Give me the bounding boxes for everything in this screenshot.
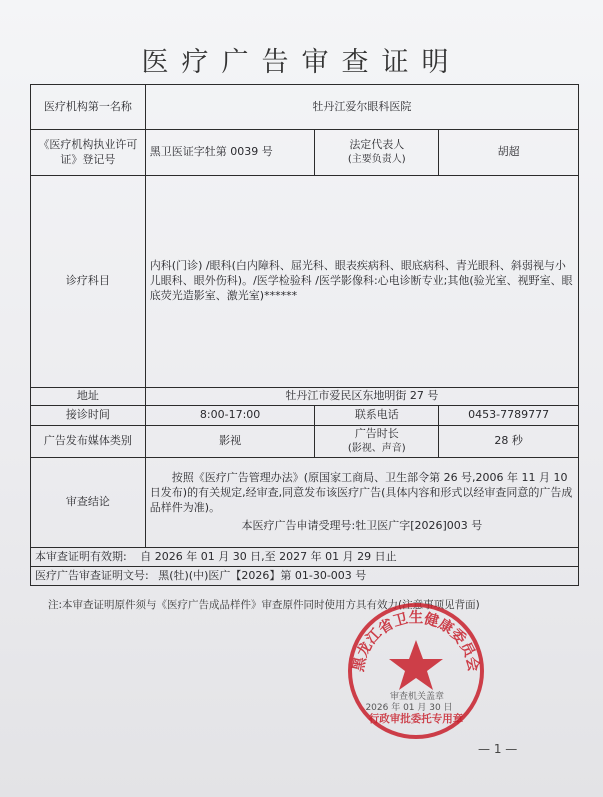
value-media: 影视 (145, 426, 315, 458)
application-number: 本医疗广告申请受理号:牡卫医广字[2026]003 号 (241, 518, 483, 532)
value-license-no: 黑卫医证字牡第 0039 号 (145, 130, 315, 176)
label-license-no: 《医疗机构执业许可证》登记号 (31, 130, 146, 176)
conclusion-text: 按照《医疗广告管理办法》(原国家工商局、卫生部令第 26 号,2006 年 11 月 10 日发布)的有关规定,经审查,同意发布该医疗广告(具体内容和形式以经审查同意的广告成品样件为准)。 (149, 471, 573, 514)
value-institution-name: 牡丹江爱尔眼科医院 (145, 85, 578, 130)
duration-title: 广告时长 (354, 427, 399, 441)
validity-row (31, 548, 579, 567)
label-phone: 联系电话 (315, 406, 439, 426)
label-conclusion: 审查结论 (31, 458, 146, 548)
value-duration: 28 秒 (439, 426, 579, 458)
value-phone: 0453-7789777 (439, 406, 579, 426)
label-media: 广告发布媒体类别 (31, 426, 146, 458)
label-cert-no: 医疗广告审查证明文号: (35, 568, 149, 582)
duration-subtitle: (影视、声音) (347, 443, 406, 455)
label-validity: 本审查证明有效期: (35, 549, 127, 563)
seal-text: 黑龙江省卫生健康委员会 (350, 610, 482, 674)
value-address: 牡丹江市爱民区东地明街 27 号 (145, 388, 578, 406)
label-duration (315, 426, 439, 458)
label-scope: 诊疗科目 (31, 176, 146, 388)
label-institution-name: 医疗机构第一名称 (31, 85, 146, 130)
value-scope: 内科(门诊) /眼科(白内障科、屈光科、眼表疾病科、眼底病科、青光眼科、斜弱视与小儿眼科、眼外伤科)。/医学检验科 /医学影像科:心电诊断专业;其他(验光室、视野室、眼底荧光造影室、激光室)****** (145, 176, 578, 388)
stamp-date: 2026 年 01 月 30 日 (365, 703, 453, 713)
label-address: 地址 (31, 388, 146, 406)
value-cert-no: 黑(牡)(中)医广【2026】第 01-30-003 号 (158, 568, 367, 582)
value-validity: 自 2026 年 01 月 30 日,至 2027 年 01 月 29 日止 (140, 549, 397, 563)
label-hours: 接诊时间 (31, 406, 146, 426)
certificate-table (30, 84, 579, 586)
page-number: — 1 — (478, 742, 518, 756)
legal-rep-subtitle: (主要负责人) (347, 154, 406, 166)
stamp-line: 审查机关盖章 (389, 692, 445, 702)
value-conclusion (145, 458, 578, 548)
legal-rep-title: 法定代表人 (349, 138, 405, 152)
cert-number-row (31, 567, 579, 586)
document-title: 医疗广告审查证明 (141, 47, 462, 78)
footnote: 注:本审查证明原件须与《医疗广告成品样件》审查原件同时使用方具有效力(注意事项见背面) (48, 599, 480, 611)
value-hours: 8:00-17:00 (145, 406, 315, 426)
seal-subtext: 行政审批委托专用章 (368, 713, 464, 725)
value-legal-rep: 胡超 (439, 130, 579, 176)
label-legal-rep (315, 130, 439, 176)
official-seal-icon (343, 598, 489, 744)
